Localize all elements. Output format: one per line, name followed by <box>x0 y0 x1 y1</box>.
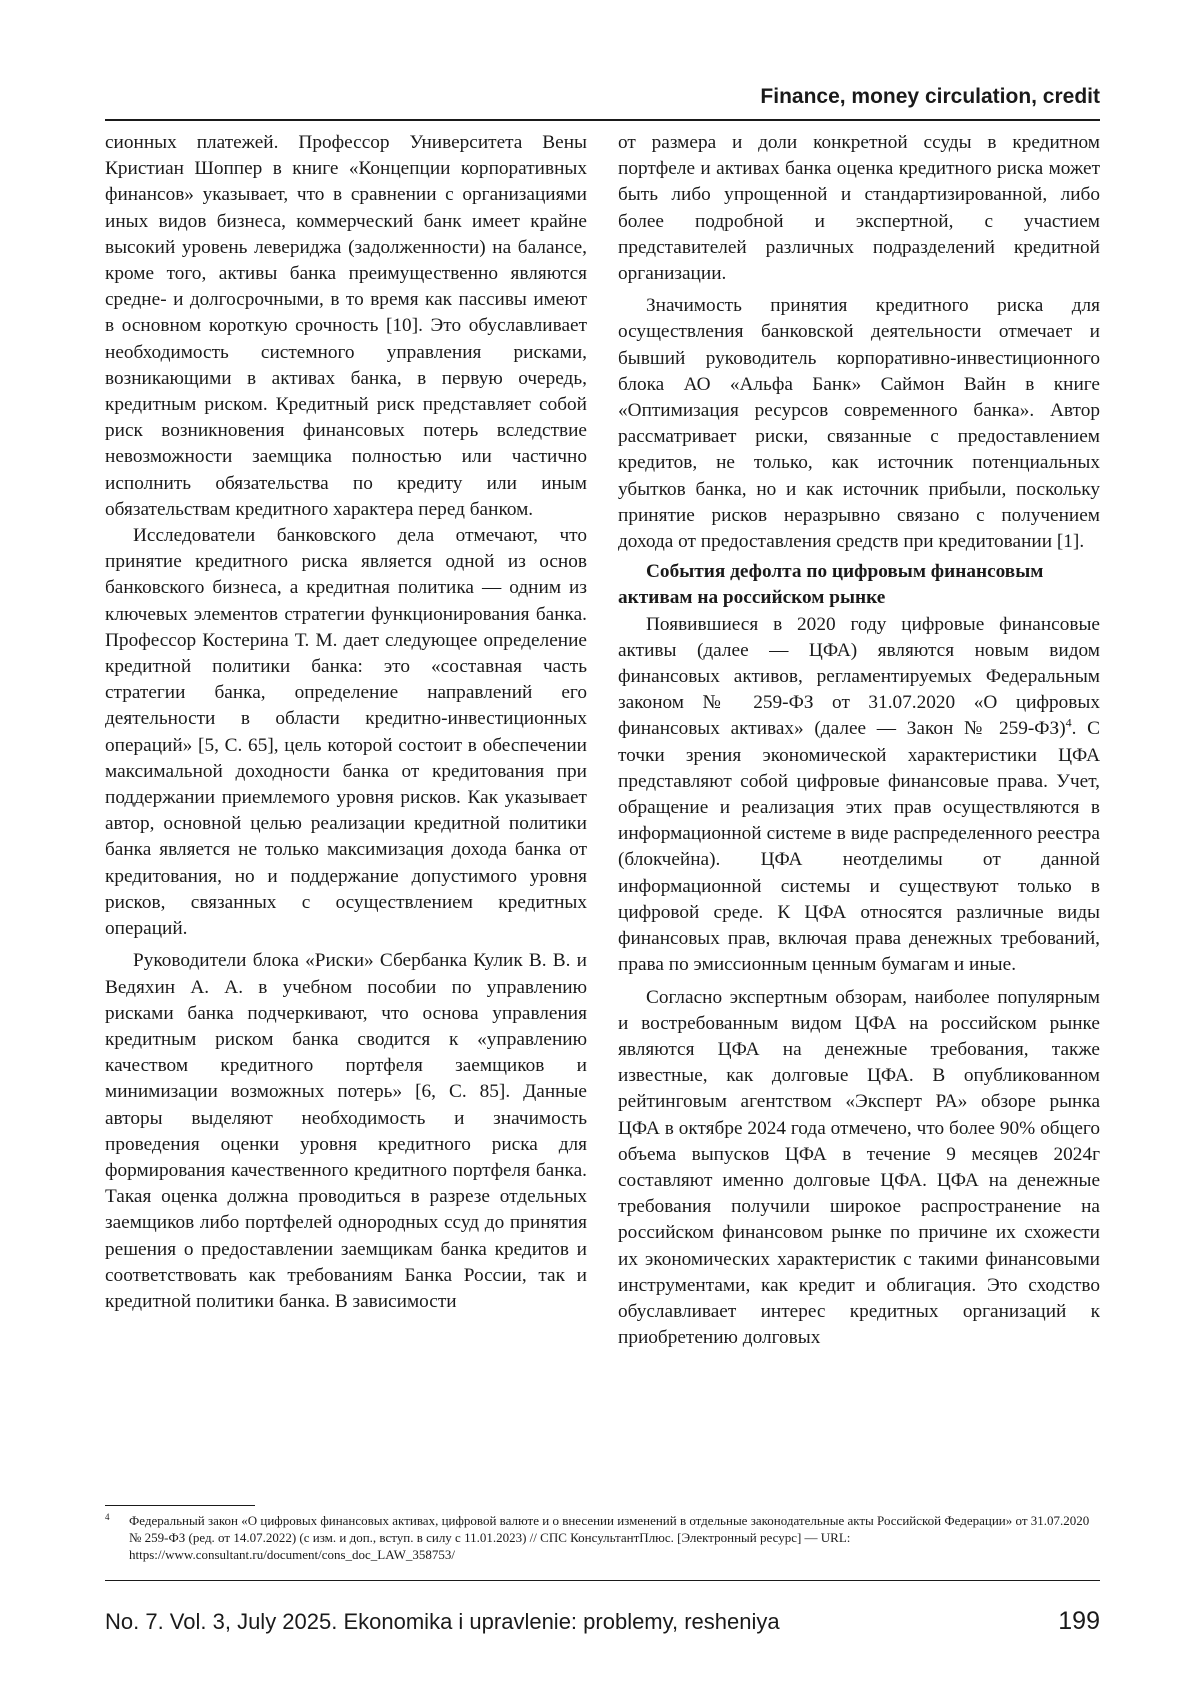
right-paragraph-3 <box>618 612 1100 979</box>
journal-citation: No. 7. Vol. 3, July 2025. Ekonomika i upravlenie: problemy, resheniya <box>105 1609 780 1634</box>
paragraph-3-text-end: . С точки зрения экономической характеристики ЦФА представляют собой цифровые финансовые права. Учет, обращение и реализация этих прав осуществляются в информационной системе в виде распределенного реестра (блокчейна). ЦФА неотделимы от данной информационной системы и существуют только в цифровой среде. К ЦФА относятся различные виды финансовых прав, включая права денежных требований, права по эмиссионным ценным бумагам и иные. <box>618 718 1100 976</box>
left-paragraph-1: сионных платежей. Профессор Университета Вены Кристиан Шоппер в книге «Концепции корпоративных финансов» указывает, что в сравнении с организациями иных видов бизнеса, коммерческий банк имеет крайне высокий уровень левериджа (задолженности) на балансе, кроме того, активы банка преимущественно являются средне- и долгосрочными, в то время как пассивы имеют в основном короткую срочность [10]. Это обуславливает необходимость системного управления рисками, возникающими в активах банка, в первую очередь, кредитным риском. Кредитный риск представляет собой риск возникновения финансовых потерь вследствие невозможности заемщика полностью или частично исполнить обязательства по кредиту или иным обязательствам кредитного характера перед банком. <box>105 132 587 520</box>
header-rule <box>105 119 1100 121</box>
footer-rule <box>105 1580 1100 1581</box>
page-number: 199 <box>1058 1607 1100 1635</box>
footnote <box>105 1512 1100 1563</box>
left-column <box>105 130 587 1315</box>
right-paragraph-4: Согласно экспертным обзорам, наиболее популярным и востребованным видом ЦФА на российском рынке являются ЦФА на денежные требования, также известные, как долговые ЦФА. В опубликованном рейтинговым агентством «Эксперт РА» обзоре рынка ЦФА в октябре 2024 года отмечено, что более 90% общего объема выпусков ЦФА в течение 9 месяцев 2024г составляют именно долговые ЦФА. ЦФА на денежные требования получили широкое распространение на российском финансовом рынке по причине их схожести их экономических характеристик с такими финансовыми инструментами, как кредит и облигация. Это сходство обуславливает интерес кредитных организаций к приобретению долговых <box>618 986 1100 1349</box>
left-paragraph-3: Руководители блока «Риски» Сбербанка Кулик В. В. и Ведяхин А. А. в учебном пособии по управлению рисками банка подчеркивают, что основа управления кредитным риском банка сводится к «управлению качеством кредитного портфеля заемщиков и минимизации возможных потерь» [6, С. 85]. Данные авторы выделяют необходимость и значимость проведения оценки уровня кредитного риска для формирования качественного кредитного портфеля банка. Такая оценка должна проводиться в разрезе отдельных заемщиков либо портфелей однородных ссуд до принятия решения о предоставлении заемщикам банка кредитов и соответствовать как требованиям Банка России, так и кредитной политики банка. В зависимости <box>105 950 587 1312</box>
footnote-reference[interactable]: 4 <box>1065 716 1072 731</box>
right-paragraph-1: от размера и доли конкретной ссуды в кредитном портфеле и активах банка оценка кредитного риска может быть либо упрощенной и стандартизированной, либо более подробной и экспертной, с участием представителей различных подразделений кредитной организации. <box>618 132 1100 285</box>
footnote-number: 4 <box>105 1512 110 1522</box>
left-paragraph-2: Исследователи банковского дела отмечают, что принятие кредитного риска является одной из основ банковского бизнеса, а кредитная политика — одним из ключевых элементов стратегии функционирования банка. Профессор Костерина Т. М. дает следующее определение кредитной политики банка: это «составная часть стратегии банка, определение направлений его деятельности в области кредитно-инвестиционных операций» [5, С. 65], цель которой состоит в обеспечении максимальной доходности банка от кредитования при поддержании приемлемого уровня рисков. Как указывает автор, основной целью реализации кредитной политики банка является не только максимизация дохода банка от кредитования, но и поддержание допустимого уровня рисков, связанных с осуществлением кредитных операций. <box>105 525 587 940</box>
footnote-separator <box>105 1505 255 1506</box>
footnote-text: Федеральный закон «О цифровых финансовых активах, цифровой валюте и о внесении изменений в отдельные законодательные акты Российской Федерации» от 31.07.2020 № 259-ФЗ (ред. от 14.07.2022) (с изм. и доп., вступ. в силу с 11.01.2023) // СПС КонсультантПлюс. [Электронный ресурс] — URL: https://www.consultant.ru/document/cons_doc_LAW_358753/ <box>129 1513 1090 1562</box>
right-column <box>618 130 1100 1351</box>
section-heading: События дефолта по цифровым финансовым активам на российском рынке <box>618 561 1044 609</box>
right-paragraph-2: Значимость принятия кредитного риска для осуществления банковской деятельности отмечает и бывший руководитель корпоративно-инвестиционного блока АО «Альфа Банк» Саймон Вайн в книге «Оптимизация ресурсов современного банка». Автор рассматривает риски, связанные с предоставлением кредитов, не только, как источник потенциальных убытков банка, но и как источник прибыли, поскольку принятие рисков неразрывно связано с получением дохода от предоставления средств при кредитовании [1]. <box>618 295 1100 553</box>
paragraph-3-text-start: Появившиеся в 2020 году цифровые финансовые активы (далее — ЦФА) являются новым видом финансовых активов, регламентируемых Федеральным законом № 259-ФЗ от 31.07.2020 «О цифровых финансовых активах» (далее — Закон № 259-ФЗ) <box>618 613 1100 740</box>
running-title: Finance, money circulation, credit <box>760 85 1100 108</box>
